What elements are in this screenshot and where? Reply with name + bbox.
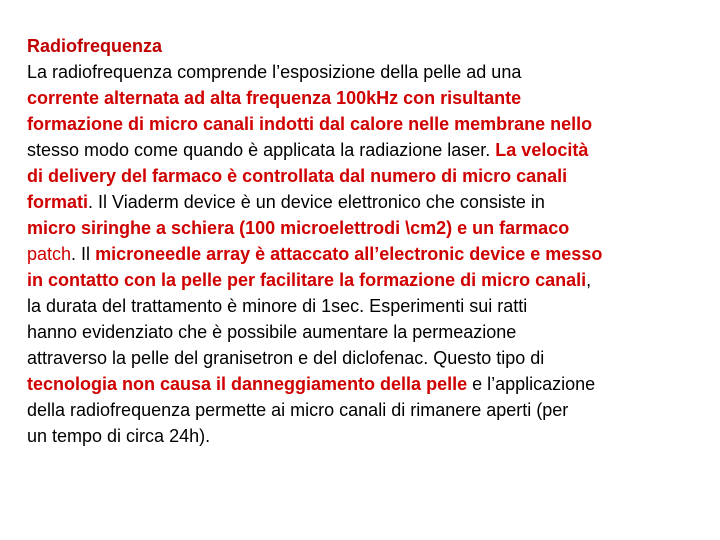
text-run: e l’applicazione — [467, 374, 596, 394]
text-line — [27, 397, 712, 423]
text-line — [27, 267, 712, 293]
body-paragraph — [27, 59, 712, 449]
text-run: hanno evidenziato che è possibile aumentare la permeazione — [27, 322, 517, 342]
text-line — [27, 215, 712, 241]
text-line — [27, 293, 712, 319]
text-run: , — [586, 270, 592, 290]
text-run: La radiofrequenza comprende l’esposizione della pelle ad una — [27, 62, 522, 82]
text-run: un tempo di circa 24h). — [27, 426, 211, 446]
highlighted-text-run: di delivery del farmaco è controllata dal numero di micro canali — [27, 166, 568, 186]
text-line — [27, 241, 712, 267]
highlighted-text-run: La velocità — [495, 140, 589, 160]
highlighted-text-run: microneedle array è attaccato all’electronic device e messo — [95, 244, 603, 264]
highlighted-text-run: formazione di micro canali indotti dal calore nelle membrane nello — [27, 114, 593, 134]
text-line — [27, 137, 712, 163]
text-run: attraverso la pelle del granisetron e del diclofenac. Questo tipo di — [27, 348, 545, 368]
slide-title: Radiofrequenza — [27, 36, 163, 56]
text-line — [27, 59, 712, 85]
text-line — [27, 189, 712, 215]
highlighted-text-run: in contatto con la pelle per facilitare la formazione di micro canali — [27, 270, 587, 290]
text-line — [27, 423, 712, 449]
highlighted-text-run: micro siringhe a schiera (100 microelettrodi \cm2) e un farmaco — [27, 218, 570, 238]
text-run: della radiofrequenza permette ai micro canali di rimanere aperti (per — [27, 400, 569, 420]
text-run: . Il Viaderm device è un device elettronico che consiste in — [88, 192, 545, 212]
text-line — [27, 163, 712, 189]
text-run: stesso modo come quando è applicata la radiazione laser. — [27, 140, 496, 160]
text-run: . Il — [71, 244, 96, 264]
highlighted-text-run: tecnologia non causa il danneggiamento della pelle — [27, 374, 468, 394]
text-line — [27, 111, 712, 137]
text-run: la durata del trattamento è minore di 1sec. Esperimenti sui ratti — [27, 296, 528, 316]
highlighted-text-run: corrente alternata ad alta frequenza 100kHz con risultante — [27, 88, 522, 108]
highlighted-text-run: formati — [27, 192, 89, 212]
text-line — [27, 345, 712, 371]
slide-body — [27, 33, 712, 449]
text-line — [27, 319, 712, 345]
text-line — [27, 85, 712, 111]
highlighted-text-run: patch — [27, 244, 72, 264]
text-line — [27, 371, 712, 397]
